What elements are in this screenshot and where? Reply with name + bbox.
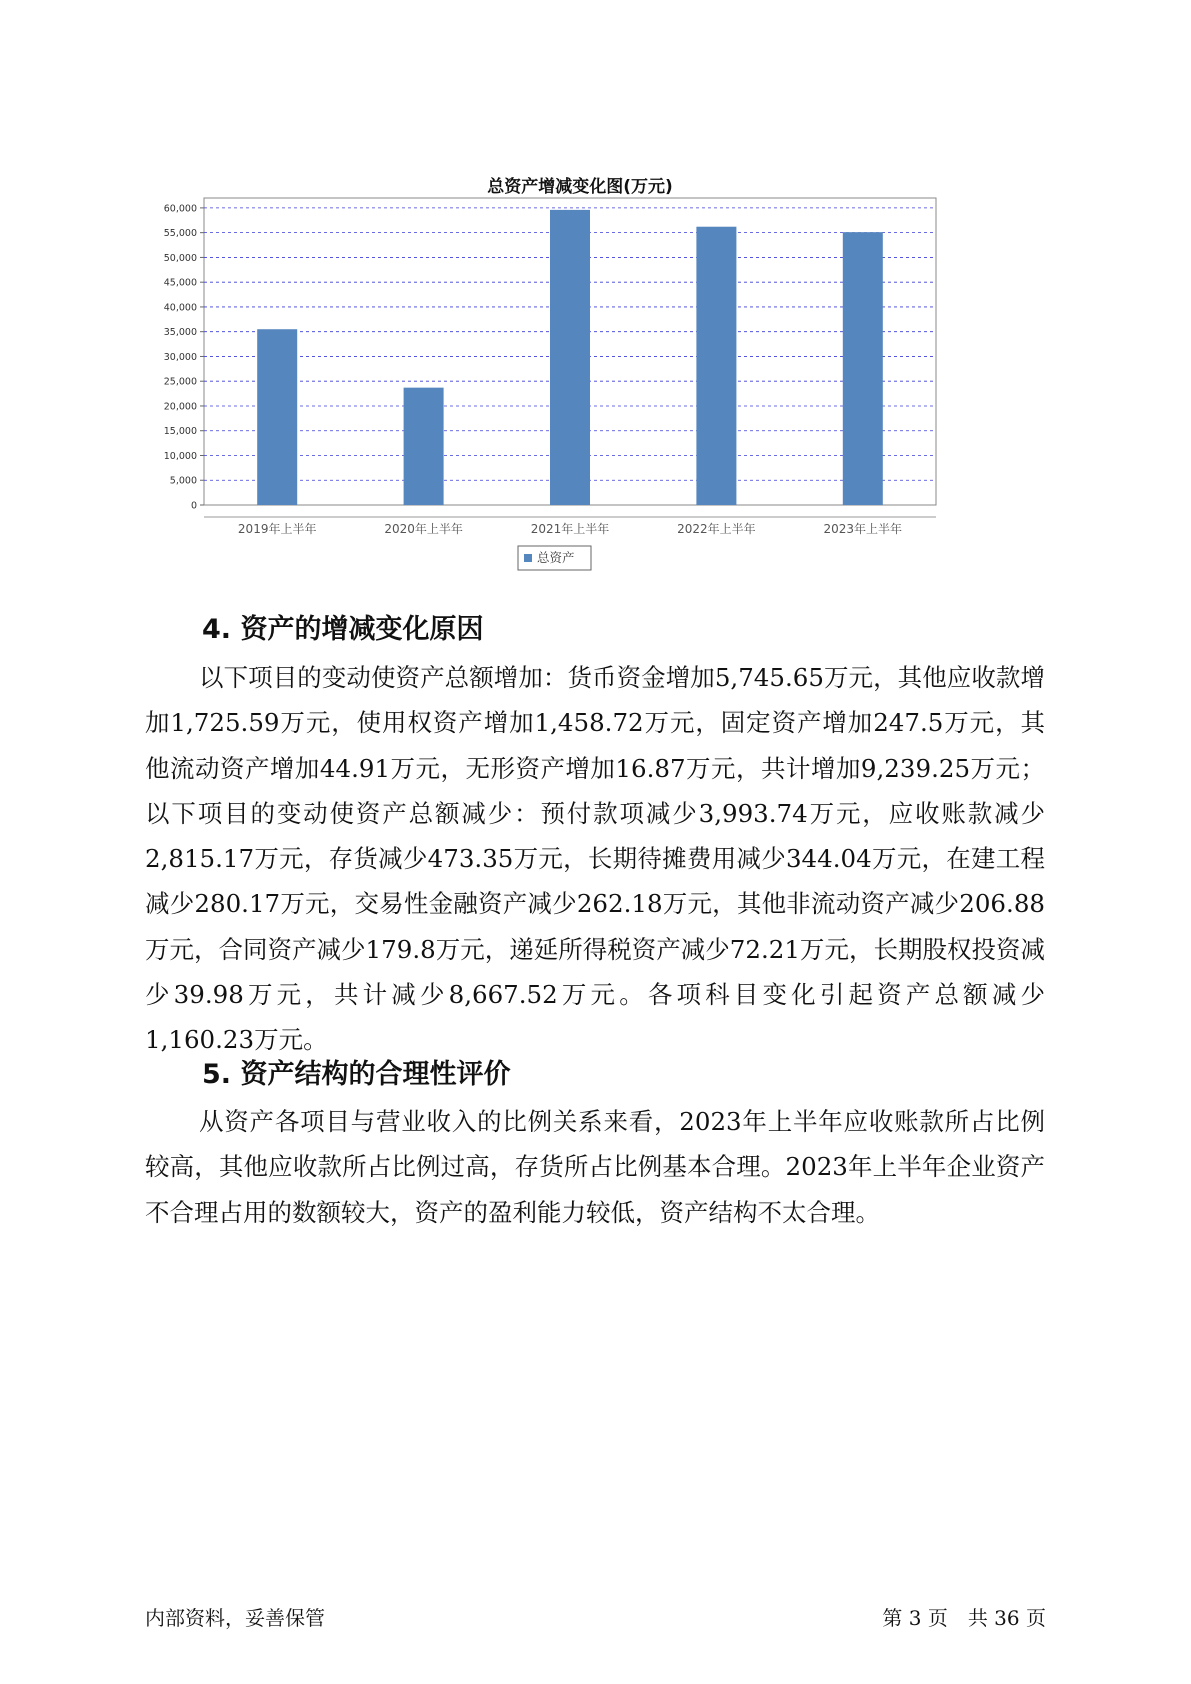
chart-title: 总资产增减变化图(万元): [487, 177, 673, 197]
chart-svg: [140, 160, 1020, 630]
bar-3: [696, 227, 736, 505]
footer-confidential-note: 内部资料，妥善保管: [145, 1606, 325, 1630]
y-tick-label: 40,000: [163, 302, 197, 314]
y-tick-label: 60,000: [163, 203, 197, 215]
x-tick-label: 2019年上半年: [237, 522, 317, 536]
legend-swatch: [524, 554, 532, 562]
y-tick-label: 55,000: [163, 228, 197, 240]
footer-page-number: 第 3 页 共 36 页: [882, 1606, 1046, 1630]
bar-1: [404, 388, 444, 505]
x-tick-label: 2021年上半年: [530, 522, 610, 536]
bar-4: [843, 232, 883, 505]
bar-0: [257, 329, 297, 505]
y-tick-label: 10,000: [163, 450, 197, 462]
y-tick-label: 45,000: [163, 277, 197, 289]
y-tick-label: 20,000: [163, 401, 197, 413]
x-tick-label: 2023年上半年: [823, 522, 903, 536]
x-tick-label: 2022年上半年: [677, 522, 756, 536]
y-tick-label: 0: [190, 500, 197, 512]
y-tick-label: 50,000: [163, 252, 197, 264]
y-tick-label: 5,000: [169, 475, 197, 487]
bar-2: [550, 210, 590, 505]
y-tick-label: 30,000: [163, 351, 197, 363]
paragraph-asset-structure: 从资产各项目与营业收入的比例关系来看，2023年上半年应收账款所占比例较高，其他应收款所占比例过高，存货所占比例基本合理。2023年上半年企业资产不合理占用的数额较大，资产的盈利能力较低，资产结构不太合理。: [145, 1107, 1045, 1227]
total-assets-chart: [140, 160, 1020, 630]
section-heading-asset-structure: 5. 资产结构的合理性评价: [202, 1059, 511, 1090]
y-tick-label: 35,000: [163, 327, 197, 339]
legend-label: 总资产: [537, 550, 575, 565]
section-heading-asset-change-reasons: 4. 资产的增减变化原因: [202, 614, 484, 645]
y-tick-label: 25,000: [163, 376, 197, 388]
paragraph-asset-change-reasons: 以下项目的变动使资产总额增加：货币资金增加5,745.65万元，其他应收款增加1,725.59万元，使用权资产增加1,458.72万元，固定资产增加247.5万元，其他流动资产增加44.91万元，无形资产增加16.87万元，共计增加9,239.25万元；以下项目的变动使资产总额减少：预付款项减少3,993.74万元，应收账款减少2,815.17万元，存货减少473.35万元，长期待摊费用减少344.04万元，在建工程减少280.17万元，交易性金融资产减少262.18万元，其他非流动资产减少206.88万元，合同资产减少179.8万元，递延所得税资产减少72.21万元，长期股权投资减少39.98万元，共计减少8,667.52万元。各项科目变化引起资产总额减少1,160.23万元。: [145, 663, 1045, 1055]
x-tick-label: 2020年上半年: [384, 522, 463, 536]
y-tick-label: 15,000: [163, 426, 197, 438]
